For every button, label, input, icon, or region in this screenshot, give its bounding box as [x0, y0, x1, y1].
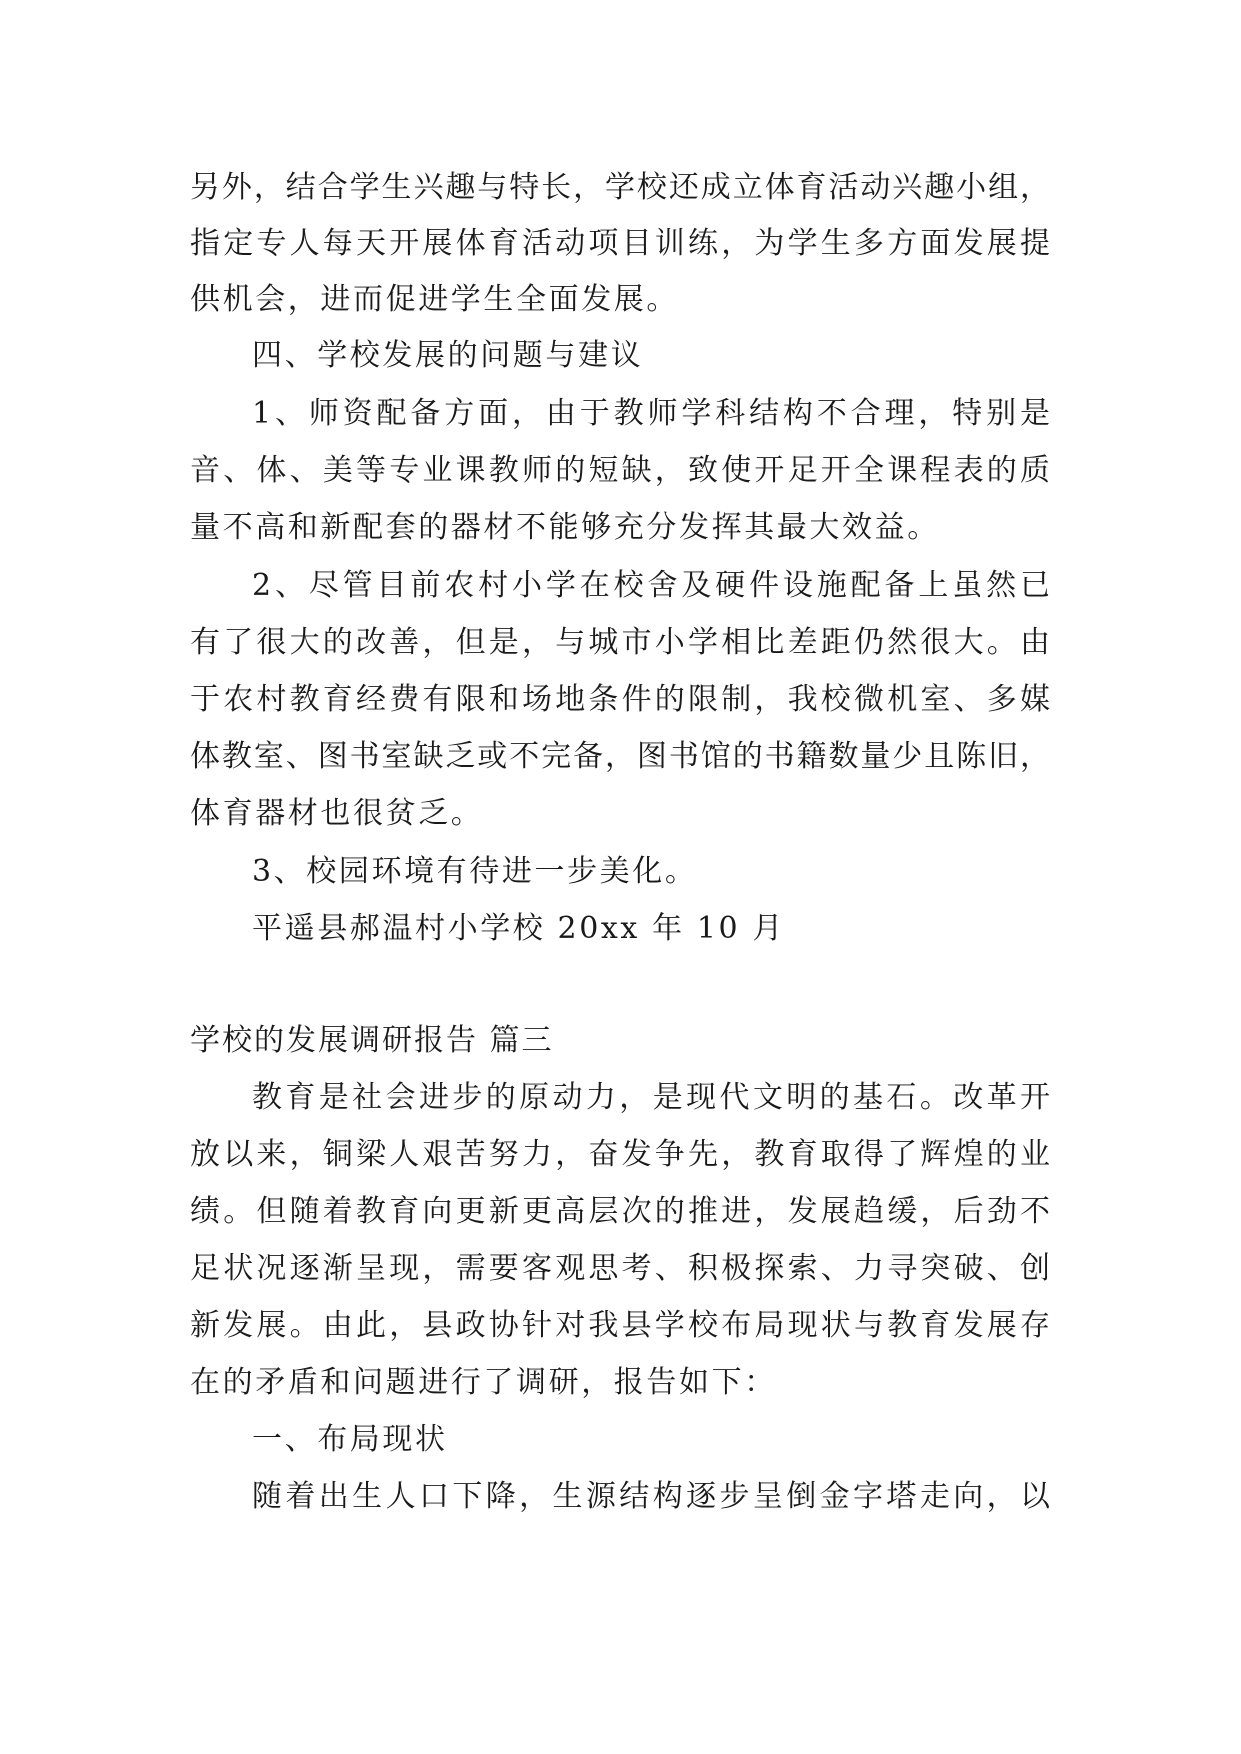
paragraph-line: 足状况逐渐呈现，需要客观思考、积极探索、力寻突破、创 — [190, 1251, 1050, 1286]
paragraph-line: 供机会，进而促进学生全面发展。 — [190, 282, 679, 317]
paragraph-line: 绩。但随着教育向更新更高层次的推进，发展趋缓，后劲不 — [190, 1194, 1050, 1229]
paragraph-line: 2、尽管目前农村小学在校舍及硬件设施配备上虽然已 — [252, 568, 1050, 603]
paragraph-line: 量不高和新配套的器材不能够充分发挥其最大效益。 — [190, 510, 940, 545]
paragraph-line: 教育是社会进步的原动力，是现代文明的基石。改革开 — [252, 1080, 1050, 1115]
paragraph-line: 放以来，铜梁人艰苦努力，奋发争先，教育取得了辉煌的业 — [190, 1137, 1050, 1172]
paragraph-line: 另外，结合学生兴趣与特长，学校还成立体育活动兴趣小组， — [190, 170, 1050, 205]
paragraph-line: 体教室、图书室缺乏或不完备，图书馆的书籍数量少且陈旧， — [190, 739, 1050, 774]
document-title: 学校的发展调研报告 篇三 — [190, 1023, 554, 1058]
signature-line: 平遥县郝温村小学校 20xx 年 10 月 — [252, 911, 785, 946]
paragraph-line: 音、体、美等专业课教师的短缺，致使开足开全课程表的质 — [190, 453, 1050, 488]
paragraph-line: 有了很大的改善，但是，与城市小学相比差距仍然很大。由 — [190, 625, 1050, 660]
section-heading: 四、学校发展的问题与建议 — [252, 338, 644, 373]
paragraph-line: 3、校园环境有待进一步美化。 — [252, 854, 698, 889]
paragraph-line: 指定专人每天开展体育活动项目训练，为学生多方面发展提 — [190, 226, 1050, 261]
paragraph-line: 于农村教育经费有限和场地条件的限制，我校微机室、多媒 — [190, 682, 1050, 717]
paragraph-line: 新发展。由此，县政协针对我县学校布局现状与教育发展存 — [190, 1308, 1050, 1343]
paragraph-line: 1、师资配备方面，由于教师学科结构不合理，特别是 — [252, 396, 1050, 431]
paragraph-line: 在的矛盾和问题进行了调研，报告如下： — [190, 1365, 777, 1400]
paragraph-line: 随着出生人口下降，生源结构逐步呈倒金字塔走向，以 — [252, 1479, 1050, 1514]
section-heading: 一、布局现状 — [252, 1422, 448, 1457]
paragraph-line: 体育器材也很贫乏。 — [190, 796, 484, 831]
